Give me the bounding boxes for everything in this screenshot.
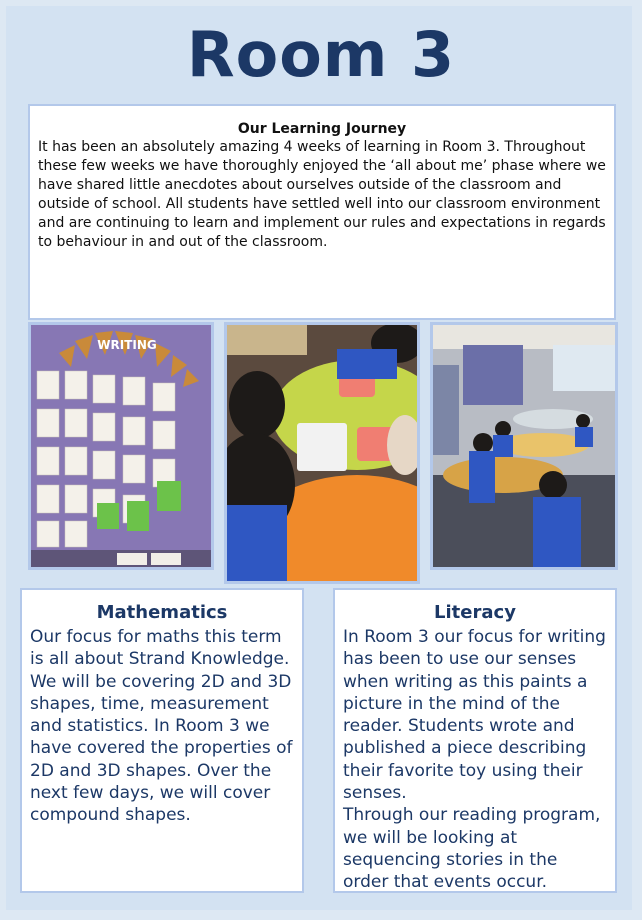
classroom-photo: [430, 322, 618, 570]
learning-journey-text: It has been an absolutely amazing 4 weeks of learning in Room 3. Throughout these few weeks we have thoroughly enjoyed the ‘all about me’ phase where we have shared little anecdotes about ourselves outside of the classroom and outside of school. All students have settled well into our classroom environment and are continuing to learn and implement our rules and expectations in regards to behaviour in and out of the classroom.: [38, 139, 606, 250]
mathematics-text: Our focus for maths this term is all about Strand Knowledge. We will be covering 2D and 3D shapes, time, measurement and statistics. In Room 3 we have covered the properties of 2D and 3D shapes. Over the next few days, we will cover compound shapes.: [30, 627, 293, 826]
learning-journey-panel: [28, 104, 616, 320]
writing-wall-photo: [28, 322, 214, 570]
literacy-text-reading: Through our reading program, we will be looking at sequencing stories in the order that events occur.: [343, 805, 601, 893]
literacy-panel: [333, 588, 617, 893]
mathematics-heading: Mathematics: [96, 602, 228, 623]
mathematics-panel: [20, 588, 304, 893]
writing-banner-text: WRITING: [97, 338, 157, 352]
page-title: Room 3: [186, 18, 456, 91]
writing-wall-image: [31, 325, 211, 567]
literacy-text-writing: In Room 3 our focus for writing has been to use our senses when writing as this paints a picture in the mind of the reader. Students wrote and published a piece describing their favorite toy using their senses.: [343, 627, 606, 804]
students-table-photo: [224, 322, 420, 584]
literacy-heading: Literacy: [434, 602, 516, 623]
learning-journey-heading: Our Learning Journey: [237, 121, 407, 137]
students-table-image: [227, 325, 417, 581]
classroom-image: [433, 325, 615, 567]
